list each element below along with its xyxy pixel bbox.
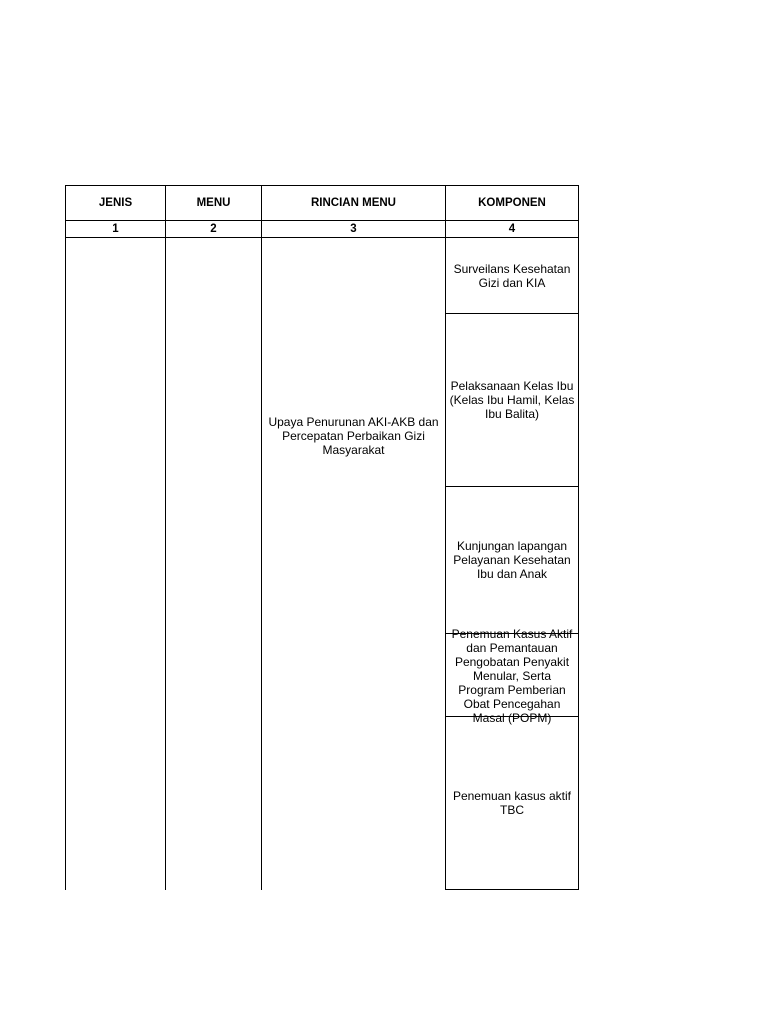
column-number-1: 1	[112, 223, 119, 235]
column-number-2: 2	[210, 223, 217, 235]
header-menu: MENU	[196, 197, 231, 209]
grid-line	[165, 185, 166, 890]
grid-line	[65, 185, 66, 890]
header-komponen: KOMPONEN	[478, 197, 546, 209]
komponen-cell: Penemuan kasus aktif TBC	[452, 789, 572, 817]
header-rincian-menu: RINCIAN MENU	[311, 197, 396, 209]
komponen-cell-clipped	[446, 627, 578, 725]
header-jenis: JENIS	[98, 197, 133, 209]
grid-line	[445, 889, 579, 890]
komponen-cell: Kunjungan lapangan Pelayanan Kesehatan Ibu dan Anak	[453, 539, 571, 581]
komponen-cell: Surveilans Kesehatan Gizi dan KIA	[453, 261, 571, 290]
spreadsheet-table	[65, 185, 579, 890]
column-number-3: 3	[350, 223, 357, 235]
grid-line	[578, 185, 579, 890]
column-number-4: 4	[508, 223, 516, 235]
komponen-cell: Pelaksanaan Kelas Ibu (Kelas Ibu Hamil, Kelas Ibu Balita)	[449, 379, 575, 421]
komponen-text: Penemuan Kasus Aktif dan Pemantauan Pengobatan Penyakit Menular, Serta Program Pemberian Obat Pencegahan Masal (POPM)	[451, 627, 573, 725]
rincian-menu-cell: Upaya Penurunan AKI-AKB dan Percepatan Perbaikan Gizi Masyarakat	[268, 414, 439, 457]
